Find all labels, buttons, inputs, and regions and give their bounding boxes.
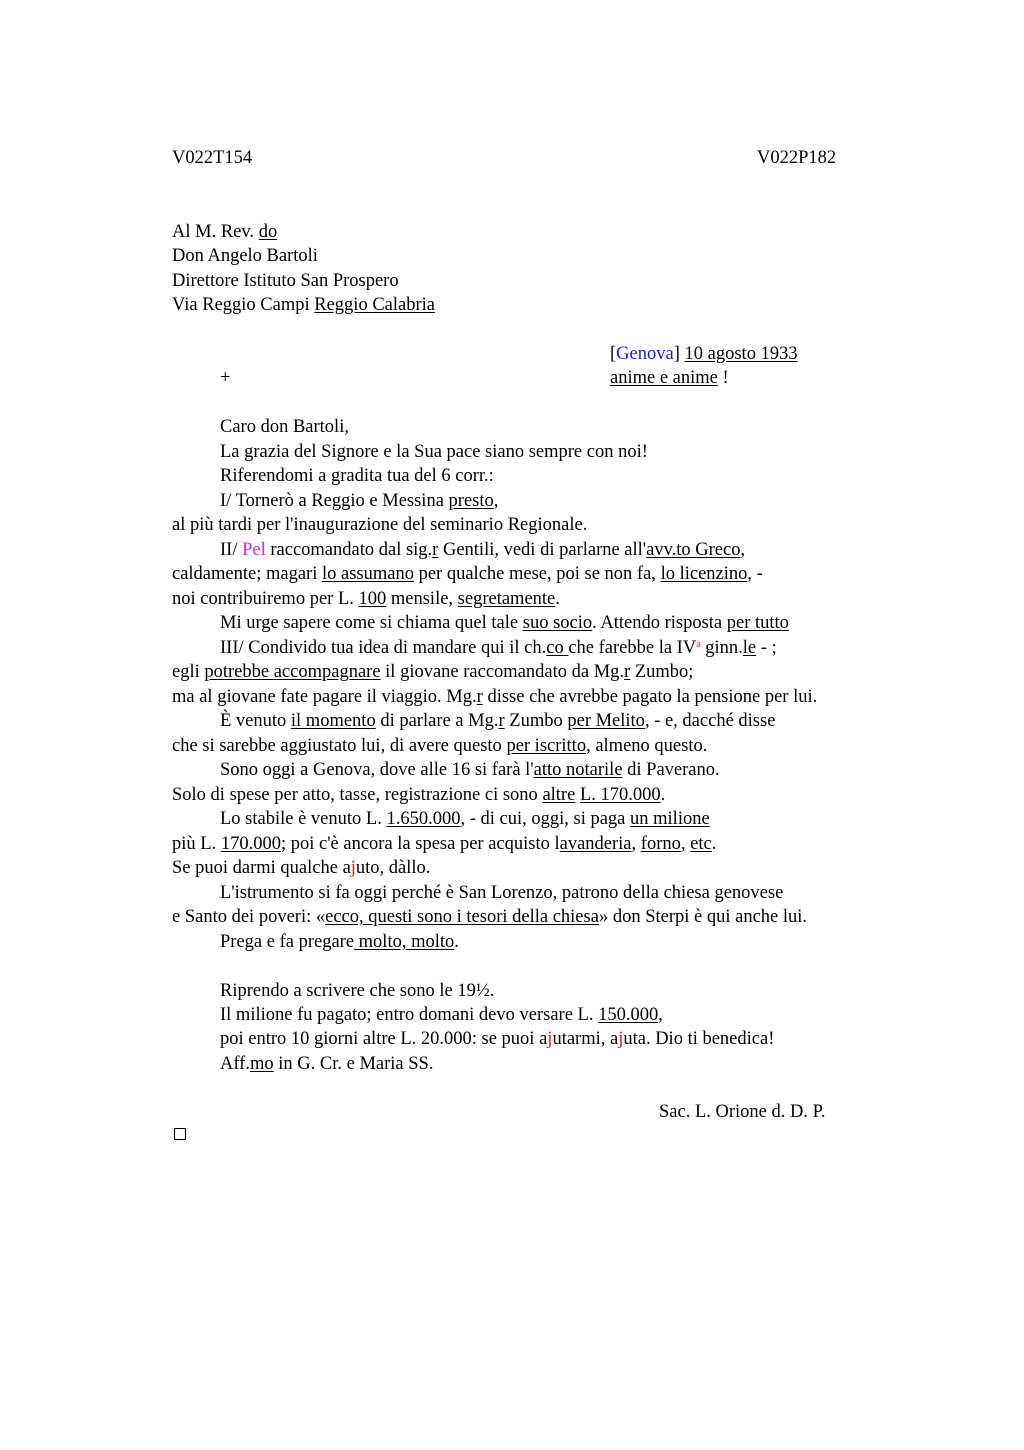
body-line: al più tardi per l'inaugurazione del seminario Regionale. <box>172 515 588 535</box>
signature: Sac. L. Orione d. D. P. <box>659 1102 826 1122</box>
body-line: Solo di spese per atto, tasse, registrazione ci sono altre L. 170.000. <box>172 785 666 805</box>
address-line-2: Don Angelo Bartoli <box>172 246 318 266</box>
body-line: Il milione fu pagato; entro domani devo versare L. 150.000, <box>220 1005 663 1025</box>
body-line: Riferendomi a gradita tua del 6 corr.: <box>220 466 494 486</box>
body-line: caldamente; magari lo assumano per qualche mese, poi se non fa, lo licenzino, - <box>172 564 763 584</box>
body-line: La grazia del Signore e la Sua pace siano sempre con noi! <box>220 442 648 462</box>
body-line: che si sarebbe aggiustato lui, di avere questo per iscritto, almeno questo. <box>172 736 708 756</box>
dateline: [Genova] 10 agosto 1933 <box>610 344 798 364</box>
body-line: Lo stabile è venuto L. 1.650.000, - di cui, oggi, si paga un milione <box>220 809 710 829</box>
greeting: Caro don Bartoli, <box>220 417 349 437</box>
address-line-4: Via Reggio Campi Reggio Calabria <box>172 295 435 315</box>
body-line: Mi urge sapere come si chiama quel tale suo socio. Attendo risposta per tutto <box>220 613 789 633</box>
body-line: Se puoi darmi qualche ajuto, dàllo. <box>172 858 431 878</box>
body-line: Sono oggi a Genova, dove alle 16 si farà l'atto notarile di Paverano. <box>220 760 720 780</box>
body-line: III/ Condivido tua idea di mandare qui il ch.co che farebbe la $IV^a$ ginn.le - ; <box>220 638 777 658</box>
cross-symbol: + <box>220 368 231 388</box>
body-line: e Santo dei poveri: «ecco, questi sono i tesori della chiesa» don Sterpi è qui anche lui. <box>172 907 808 927</box>
body-line: L'istrumento si fa oggi perché è San Lorenzo, patrono della chiesa genovese <box>220 883 784 903</box>
closing-line: Aff.mo in G. Cr. e Maria SS. <box>220 1054 434 1074</box>
address-line-3: Direttore Istituto San Prospero <box>172 271 399 291</box>
body-line: I/ Tornerò a Reggio e Messina presto, <box>220 491 499 511</box>
document-code-right: V022P182 <box>757 148 837 168</box>
body-line: II/ Pel raccomandato dal sig.r Gentili, vedi di parlarne all'avv.to Greco, <box>220 540 746 560</box>
body-line: noi contribuiremo per L. 100 mensile, segretamente. <box>172 589 560 609</box>
end-box-icon <box>174 1128 186 1140</box>
address-line-1: Al M. Rev. do <box>172 222 278 242</box>
body-line: ma al giovane fate pagare il viaggio. Mg.r disse che avrebbe pagato la pensione per lui. <box>172 687 818 707</box>
body-line: egli potrebbe accompagnare il giovane raccomandato da Mg.r Zumbo; <box>172 662 694 682</box>
body-line: più L. 170.000; poi c'è ancora la spesa per acquisto lavanderia, forno, etc. <box>172 834 717 854</box>
body-line: poi entro 10 giorni altre L. 20.000: se puoi ajutarmi, ajuta. Dio ti benedica! <box>220 1029 775 1049</box>
body-line: È venuto il momento di parlare a Mg.r Zumbo per Melito, - e, dacché disse <box>220 711 776 731</box>
body-line: Prega e fa pregare molto, molto. <box>220 932 459 952</box>
motto: anime e anime ! <box>610 368 729 388</box>
document-code-left: V022T154 <box>172 148 253 168</box>
body-line: Riprendo a scrivere che sono le 19½. <box>220 981 495 1001</box>
